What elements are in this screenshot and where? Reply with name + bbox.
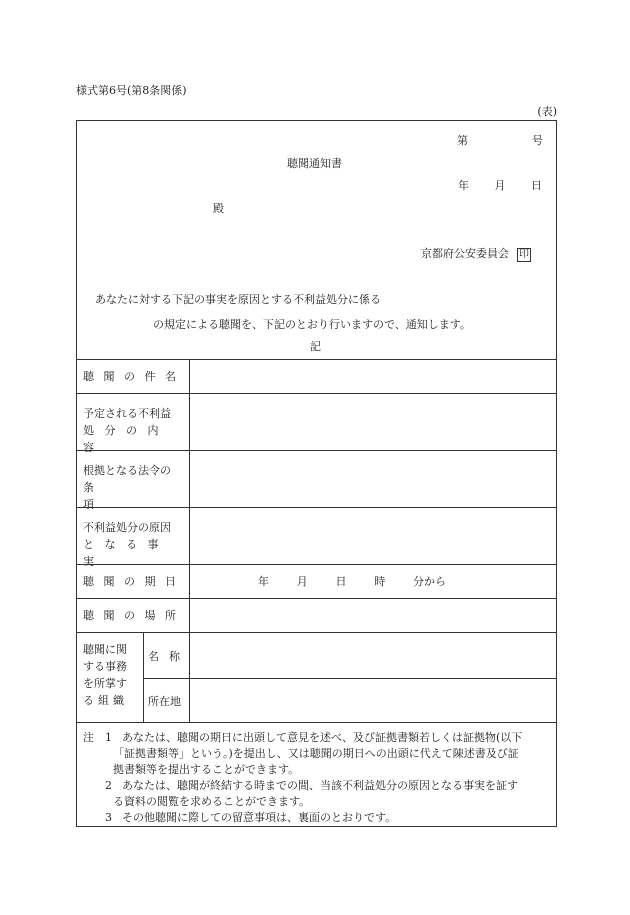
notes-top-line bbox=[77, 722, 556, 723]
table-top-line bbox=[77, 359, 556, 360]
org-column-line bbox=[143, 632, 144, 722]
front-side-label: (表) bbox=[537, 105, 557, 118]
hearing-date-hour: 時 bbox=[374, 575, 386, 588]
number-go: 号 bbox=[532, 134, 543, 147]
cause-facts-line-1: 不利益処分の原因 bbox=[83, 521, 171, 534]
seal-mark: 印 bbox=[519, 249, 529, 260]
org-label-line-4: る組織 bbox=[83, 694, 128, 707]
form-number-label: 様式第6号(第8条関係) bbox=[76, 84, 187, 97]
issuer-block bbox=[421, 245, 531, 262]
hearing-date-month: 月 bbox=[296, 575, 308, 588]
note-2-number: 2 bbox=[105, 779, 112, 792]
body-line-2: の規定による聴聞を、下記のとおり行いますので、通知します。 bbox=[153, 318, 471, 331]
note-2-line-1: あなたは、聴聞が終結する時までの間、当該不利益処分の原因となる事実を証す bbox=[122, 779, 518, 792]
org-label-line-2: する事務 bbox=[83, 660, 127, 673]
hearing-date-year: 年 bbox=[258, 575, 269, 588]
org-sub-column-line bbox=[189, 632, 190, 722]
row-divider bbox=[77, 393, 556, 394]
issue-date-month: 月 bbox=[494, 179, 506, 192]
issue-date-day: 日 bbox=[531, 179, 542, 192]
row-divider bbox=[77, 632, 556, 633]
hearing-date-label-text: 聴聞の期日 bbox=[83, 575, 186, 588]
label-column-line bbox=[189, 359, 190, 632]
planned-disposition-line-1: 予定される不利益 bbox=[83, 407, 171, 420]
legal-basis-label bbox=[83, 462, 186, 513]
legal-basis-line-2 bbox=[83, 479, 183, 513]
planned-disposition-label bbox=[83, 405, 186, 456]
number-dai: 第 bbox=[457, 134, 468, 147]
org-address-label: 所在地 bbox=[148, 695, 181, 708]
addressee-dono: 殿 bbox=[213, 202, 224, 215]
org-name-label: 名称 bbox=[148, 650, 190, 663]
hearing-date-from: 分から bbox=[413, 575, 446, 588]
note-1-line-3: 拠書類等を提出することができます。 bbox=[113, 763, 300, 776]
org-label-line-1: 聴聞に関 bbox=[83, 643, 127, 656]
hearing-place-label-text: 聴聞の場所 bbox=[83, 609, 186, 622]
note-3-line-1: その他聴聞に際しての留意事項は、裏面のとおりです。 bbox=[122, 811, 397, 824]
org-label bbox=[83, 641, 128, 709]
body-line-1: あなたに対する下記の事実を原因とする不利益処分に係る bbox=[95, 293, 381, 306]
note-2-line-2: る資料の閲覧を求めることができます。 bbox=[113, 795, 311, 808]
case-name-text: 聴聞の件名 bbox=[83, 370, 186, 383]
legal-basis-line-2-text: 条項 bbox=[83, 481, 171, 511]
case-name-label bbox=[83, 368, 186, 385]
issue-date bbox=[458, 177, 542, 193]
issue-date-year: 年 bbox=[458, 179, 469, 192]
notes-prefix: 注 bbox=[83, 731, 94, 744]
notice-form-frame bbox=[76, 120, 557, 827]
legal-basis-line-1: 根拠となる法令の bbox=[83, 464, 171, 477]
org-sub-divider bbox=[143, 678, 556, 679]
note-1-number: 1 bbox=[105, 731, 112, 744]
cause-facts-line-2: となる事実 bbox=[83, 538, 169, 568]
org-label-line-3: を所掌す bbox=[83, 677, 127, 690]
document-title: 聴聞通知書 bbox=[287, 157, 342, 170]
hearing-date-day: 日 bbox=[335, 575, 347, 588]
cause-facts-label bbox=[83, 519, 186, 570]
note-1-line-2: 「証拠書類等」という。)を提出し、又は聴聞の期日への出頭に代えて陳述書及び証 bbox=[113, 747, 519, 760]
hearing-date-label bbox=[83, 573, 186, 590]
planned-disposition-line-2: 処分の内容 bbox=[83, 424, 169, 454]
note-3-number: 3 bbox=[105, 811, 112, 824]
ki-heading: 記 bbox=[310, 340, 321, 353]
hearing-date-value bbox=[258, 573, 446, 589]
issuer-name: 京都府公安委員会 bbox=[421, 247, 509, 260]
row-divider bbox=[77, 598, 556, 599]
hearing-place-label bbox=[83, 607, 186, 624]
note-1-line-1: あなたは、聴聞の期日に出頭して意見を述べ、及び証拠書類若しくは証拠物(以下 bbox=[122, 731, 523, 744]
